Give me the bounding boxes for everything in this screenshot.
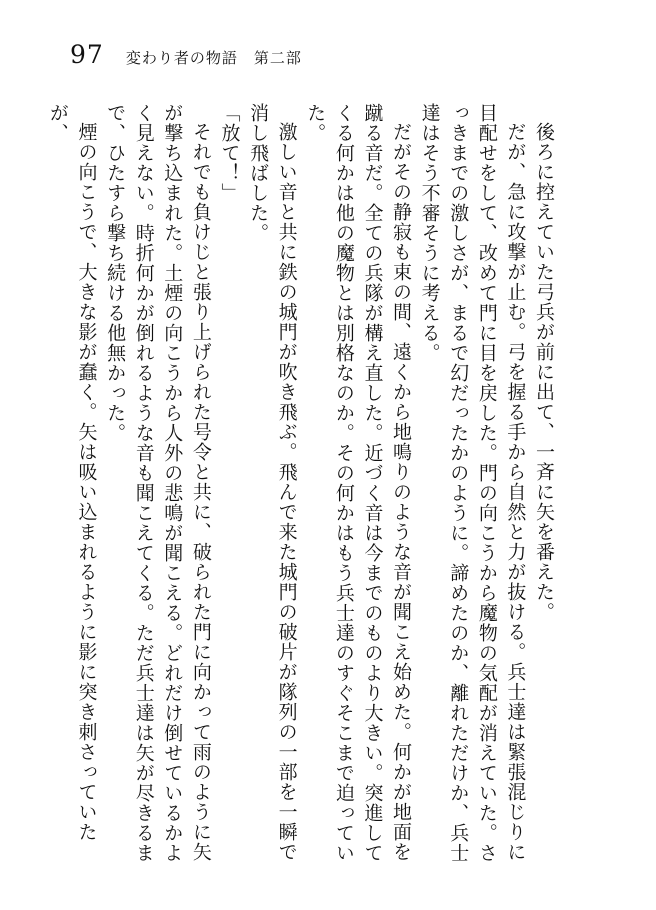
dialogue-line: 「放て！」	[218, 103, 241, 203]
vertical-text-body	[46, 103, 558, 863]
paragraph-2: だが、急に攻撃が止む。弓を握る手から自然と力が抜ける。兵士達は緊張混じりに目配せをして、改めて門に目を戻した。門の向こうから魔物の気配が消えていた。さっきまでの激しさが、まるで幻だったかのように。諦めたのか、離れただけか、兵士達はそう不審そうに考える。	[418, 103, 527, 863]
paragraph-3: だがその静寂も束の間、遠くから地鳴りのような音が聞こえ始めた。何かが地面を蹴る音だ。全ての兵隊が構え直した。近づく音は今までのものより大きい。突進してくる何かは他の魔物とは別格なのか。その何かはもう兵士達のすぐそこまで迫っていた。	[304, 103, 413, 863]
page-number: 97	[70, 40, 104, 69]
paragraph-6: それでも負けじと張り上げられた号令と共に、破られた門に向かって雨のように矢が撃ち込まれた。土煙の向こうから人外の悲鳴が聞こえる。どれだけ倒せているかよく見えない。時折何かが倒れるような音も聞こえてくる。ただ兵士達は矢が尽きるまで、ひたすら撃ち続ける他無かった。	[104, 103, 212, 863]
paragraph-7: 煙の向こうで、大きな影が蠢く。矢は吸い込まれるように影に突き刺さっていたが、	[46, 103, 98, 842]
paragraph-1: 後ろに控えていた弓兵が前に出て、一斉に矢を番えた。	[533, 122, 555, 622]
book-title: 変わり者の物語 第二部	[125, 49, 302, 67]
running-header	[70, 40, 302, 69]
paragraph-4: 激しい音と共に鉄の城門が吹き飛ぶ。飛んで来た城門の破片が隊列の一部を一瞬で消し飛ばした。	[247, 103, 298, 862]
